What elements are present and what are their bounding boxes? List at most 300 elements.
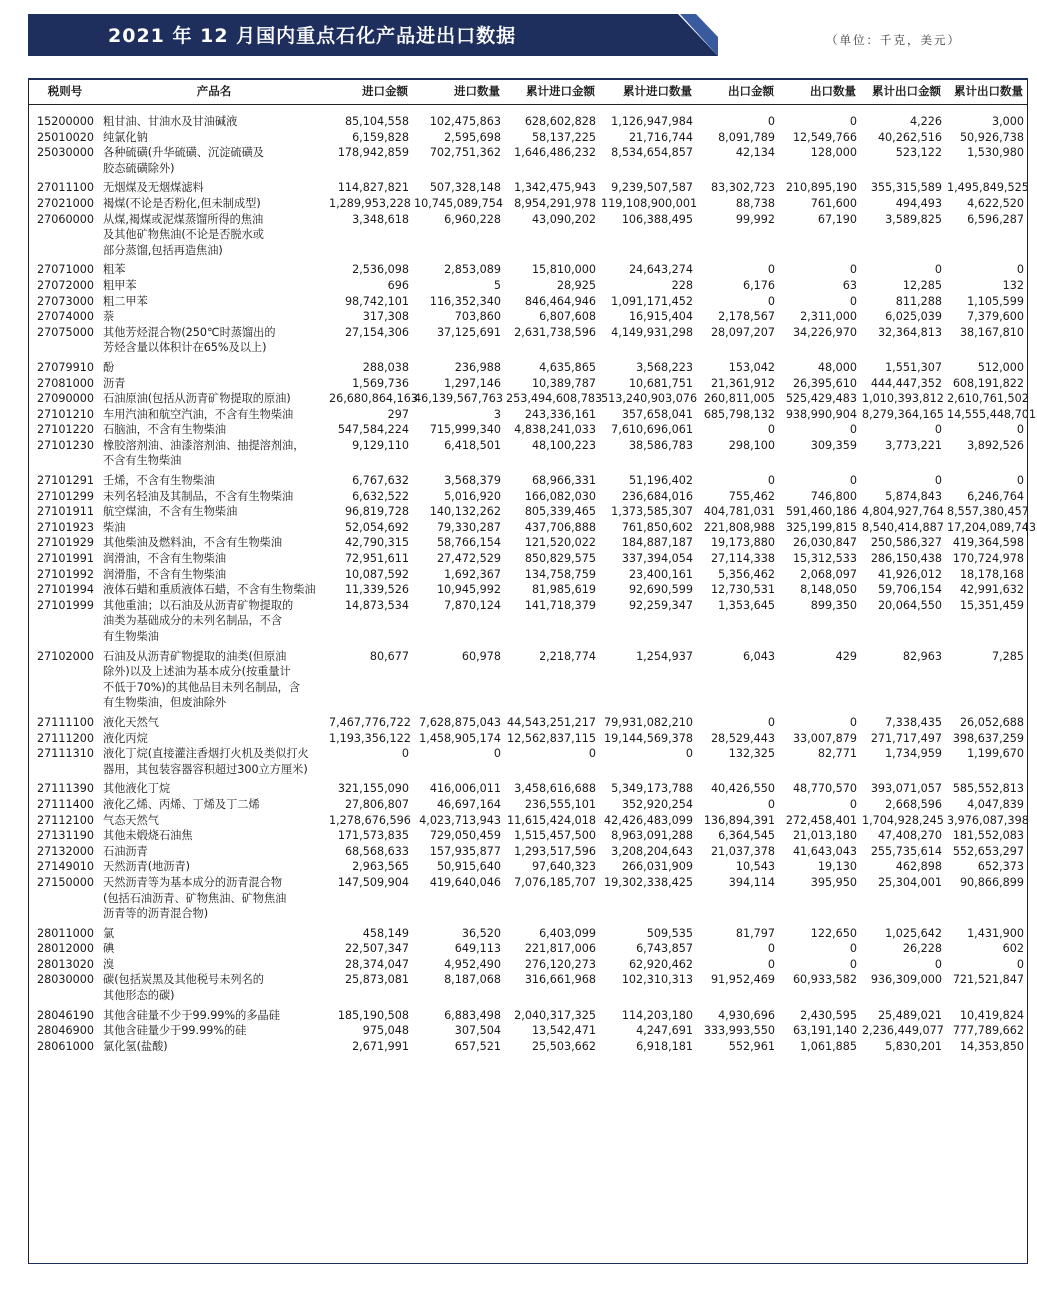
- export-value: 4,930,696: [718, 1008, 775, 1022]
- import-value: 27,806,807: [344, 797, 409, 811]
- import-qty: 1,458,905,174: [419, 731, 501, 745]
- cum-export-value: 0: [934, 957, 942, 971]
- import-value: 171,573,835: [337, 829, 409, 843]
- import-value: 96,819,728: [344, 505, 409, 519]
- product-name: 车用汽油和航空汽油，不含有生物柴油: [103, 407, 294, 421]
- cum-import-qty: 0: [685, 747, 693, 761]
- cum-import-qty: 6,918,181: [636, 1039, 693, 1053]
- export-qty: 0: [849, 957, 857, 971]
- import-qty: 157,935,877: [429, 844, 501, 858]
- export-value: 12,730,531: [710, 583, 775, 597]
- tariff-code: 27073000: [37, 294, 94, 308]
- table-row: [29, 130, 1027, 146]
- product-name: 从煤,褐煤或泥煤蒸馏所得的焦油 及其他矿物焦油(不论是否脱水或 部分蒸馏,包括再造焦油): [103, 212, 264, 257]
- table-row: [29, 262, 1027, 278]
- cum-import-value: 0: [588, 747, 596, 761]
- tariff-code: 27101999: [37, 598, 94, 612]
- table-body: [29, 105, 1036, 1055]
- cum-export-value: 25,489,021: [877, 1008, 942, 1022]
- import-qty: 0: [493, 747, 501, 761]
- export-value: 0: [767, 715, 775, 729]
- tariff-code: 27101220: [37, 423, 94, 437]
- cum-import-value: 6,807,608: [539, 310, 596, 324]
- product-name: 纯氯化钠: [103, 130, 148, 144]
- tariff-code: 27101911: [37, 505, 94, 519]
- cum-export-qty: 0: [1016, 474, 1024, 488]
- cum-export-qty: 608,191,822: [952, 376, 1024, 390]
- header-cum-export-qty: 累计出口数量: [945, 80, 1027, 105]
- cum-export-qty: 7,379,600: [967, 310, 1024, 324]
- cum-import-qty: 513,240,903,076: [601, 392, 698, 406]
- tariff-code: 27101210: [37, 407, 94, 421]
- cum-import-value: 805,339,465: [524, 505, 596, 519]
- export-qty: 2,430,595: [800, 1008, 857, 1022]
- cum-import-value: 10,389,787: [531, 376, 596, 390]
- cum-export-qty: 2,610,761,502: [947, 392, 1029, 406]
- cum-export-qty: 42,991,632: [959, 583, 1024, 597]
- product-name: 溴: [103, 957, 115, 971]
- export-value: 0: [767, 797, 775, 811]
- import-qty: 507,328,148: [429, 181, 501, 195]
- cum-import-value: 3,458,616,688: [514, 782, 596, 796]
- product-name: 其他重油；以石油及从沥青矿物提取的 油类为基础成分的未列名制品，不含 有生物柴油: [103, 598, 294, 643]
- product-name: 液化丁烷(直接灌注香烟打火机及类似打火 器用，其包装容器容积超过300立方厘米): [103, 747, 309, 776]
- import-value: 26,680,864,163: [329, 392, 418, 406]
- export-value: 10,543: [735, 860, 775, 874]
- cum-export-qty: 17,204,089,743: [947, 520, 1036, 534]
- import-value: 317,308: [362, 310, 409, 324]
- cum-import-qty: 114,203,180: [621, 1008, 693, 1022]
- cum-import-qty: 21,716,744: [628, 130, 693, 144]
- import-value: 11,339,526: [344, 583, 409, 597]
- import-qty: 116,352,340: [429, 294, 501, 308]
- cum-export-qty: 0: [1016, 263, 1024, 277]
- export-qty: 41,643,043: [792, 844, 857, 858]
- import-value: 2,963,565: [352, 860, 409, 874]
- cum-export-qty: 132: [1002, 278, 1024, 292]
- table-row: [29, 422, 1027, 438]
- cum-import-qty: 1,126,947,984: [611, 115, 693, 128]
- tariff-code: 27112100: [37, 813, 94, 827]
- tariff-code: 27071000: [37, 263, 94, 277]
- tariff-code: 28061000: [37, 1039, 94, 1053]
- cum-import-qty: 228: [671, 278, 693, 292]
- cum-export-value: 393,071,057: [870, 782, 942, 796]
- import-qty: 60,978: [461, 649, 501, 663]
- tariff-code: 27072000: [37, 278, 94, 292]
- cum-import-qty: 337,394,054: [621, 552, 693, 566]
- table-row: [29, 957, 1027, 973]
- cum-import-qty: 24,643,274: [628, 263, 693, 277]
- cum-import-value: 316,661,968: [524, 973, 596, 987]
- import-qty: 36,520: [461, 926, 501, 940]
- tariff-code: 27111100: [37, 715, 94, 729]
- table-row: [29, 1039, 1027, 1055]
- cum-import-value: 6,403,099: [539, 926, 596, 940]
- cum-export-value: 286,150,438: [870, 552, 942, 566]
- cum-export-value: 59,706,154: [877, 583, 942, 597]
- table-row: [29, 972, 1027, 1007]
- cum-export-qty: 3,976,087,398: [947, 813, 1029, 827]
- tariff-code: 27111200: [37, 731, 94, 745]
- import-value: 80,677: [369, 649, 409, 663]
- cum-export-qty: 3,000: [991, 115, 1024, 128]
- cum-export-qty: 14,555,448,701: [947, 407, 1036, 421]
- cum-import-value: 44,543,251,217: [507, 715, 596, 729]
- tariff-code: 25010020: [37, 130, 94, 144]
- cum-import-qty: 266,031,909: [621, 860, 693, 874]
- cum-export-qty: 6,596,287: [967, 212, 1024, 226]
- table-row: [29, 391, 1027, 407]
- cum-import-qty: 6,743,857: [636, 942, 693, 956]
- tariff-code: 27101299: [37, 489, 94, 503]
- export-value: 685,798,132: [703, 407, 775, 421]
- product-name: 壬烯，不含有生物柴油: [103, 474, 215, 488]
- cum-export-qty: 18,178,168: [959, 567, 1024, 581]
- import-value: 321,155,090: [337, 782, 409, 796]
- table-row: [29, 535, 1027, 551]
- product-name: 氯: [103, 926, 115, 940]
- export-value: 298,100: [728, 438, 775, 452]
- import-value: 114,827,821: [337, 181, 409, 195]
- header-product-name: 产品名: [101, 80, 327, 105]
- export-qty: 0: [849, 294, 857, 308]
- cum-import-qty: 92,259,347: [628, 598, 693, 612]
- export-value: 394,114: [728, 875, 775, 889]
- cum-export-value: 936,309,000: [870, 973, 942, 987]
- cum-export-qty: 1,495,849,525: [947, 181, 1029, 195]
- cum-export-qty: 552,653,297: [952, 844, 1024, 858]
- export-value: 0: [767, 942, 775, 956]
- import-value: 98,742,101: [344, 294, 409, 308]
- import-qty: 703,860: [454, 310, 501, 324]
- tariff-code: 27090000: [37, 392, 94, 406]
- cum-import-qty: 10,681,751: [628, 376, 693, 390]
- cum-import-value: 276,120,273: [524, 957, 596, 971]
- export-qty: 48,770,570: [792, 782, 857, 796]
- export-qty: 82,771: [817, 747, 857, 761]
- table-row: [29, 715, 1027, 731]
- cum-import-qty: 236,684,016: [621, 489, 693, 503]
- tariff-code: 27011100: [37, 181, 94, 195]
- cum-export-qty: 181,552,083: [952, 829, 1024, 843]
- product-name: 无烟煤及无烟煤滤料: [103, 181, 204, 195]
- header-cum-import-qty: 累计进口数量: [599, 80, 696, 105]
- export-value: 1,353,645: [718, 598, 775, 612]
- import-qty: 702,751,362: [429, 146, 501, 160]
- tariff-code: 27132000: [37, 844, 94, 858]
- cum-export-value: 40,262,516: [877, 130, 942, 144]
- export-value: 0: [767, 957, 775, 971]
- import-value: 0: [401, 747, 409, 761]
- export-value: 21,361,912: [710, 376, 775, 390]
- product-name: 碳(包括炭黑及其他税号未列名的 其他形态的碳): [103, 973, 264, 1003]
- export-qty: 0: [849, 423, 857, 437]
- cum-export-value: 462,898: [895, 860, 942, 874]
- cum-export-value: 523,122: [895, 146, 942, 160]
- cum-export-value: 25,304,001: [877, 875, 942, 889]
- import-value: 1,289,953,228: [329, 196, 411, 210]
- cum-import-value: 48,100,223: [531, 438, 596, 452]
- cum-import-value: 221,817,006: [524, 942, 596, 956]
- table-row: [29, 1023, 1027, 1039]
- product-name: 其他未煅烧石油焦: [103, 829, 193, 843]
- import-value: 3,348,618: [352, 212, 409, 226]
- import-value: 68,568,633: [344, 844, 409, 858]
- tariff-code: 27101291: [37, 474, 94, 488]
- export-value: 28,529,443: [710, 731, 775, 745]
- product-name: 天然沥青(地沥青): [103, 860, 191, 874]
- cum-export-qty: 14,353,850: [959, 1039, 1024, 1053]
- product-name: 柴油: [103, 520, 126, 534]
- export-value: 132,325: [728, 747, 775, 761]
- trade-data-table: [29, 80, 1036, 1054]
- table-row: [29, 797, 1027, 813]
- cum-export-qty: 26,052,688: [959, 715, 1024, 729]
- cum-export-value: 6,025,039: [885, 310, 942, 324]
- import-value: 288,038: [362, 360, 409, 374]
- table-row: [29, 196, 1027, 212]
- cum-export-qty: 721,521,847: [952, 973, 1024, 987]
- cum-import-value: 97,640,323: [531, 860, 596, 874]
- table-row: [29, 926, 1027, 942]
- tariff-code: 28012000: [37, 942, 94, 956]
- table-row: [29, 180, 1027, 196]
- export-qty: 48,000: [817, 360, 857, 374]
- export-qty: 746,800: [810, 489, 857, 503]
- product-name: 润滑脂，不含有生物柴油: [103, 567, 227, 581]
- import-qty: 50,915,640: [436, 860, 501, 874]
- import-qty: 6,960,228: [444, 212, 501, 226]
- cum-export-qty: 4,047,839: [967, 797, 1024, 811]
- export-value: 21,037,378: [710, 844, 775, 858]
- table-row: [29, 875, 1027, 926]
- import-qty: 6,418,501: [444, 438, 501, 452]
- import-value: 10,087,592: [344, 567, 409, 581]
- export-value: 404,781,031: [703, 505, 775, 519]
- cum-export-value: 811,288: [895, 294, 942, 308]
- import-qty: 140,132,262: [429, 505, 501, 519]
- product-name: 酚: [103, 360, 115, 374]
- table-row: [29, 551, 1027, 567]
- cum-export-value: 3,589,825: [885, 212, 942, 226]
- cum-export-qty: 7,285: [991, 649, 1024, 663]
- header-tariff-code: 税则号: [29, 80, 101, 105]
- cum-export-qty: 4,622,520: [967, 196, 1024, 210]
- cum-import-qty: 3,208,204,643: [611, 844, 693, 858]
- cum-import-value: 11,615,424,018: [507, 813, 596, 827]
- cum-export-value: 8,540,414,887: [862, 520, 944, 534]
- header-export-qty: 出口数量: [778, 80, 860, 105]
- cum-export-value: 444,447,352: [870, 376, 942, 390]
- export-qty: 63: [842, 278, 857, 292]
- cum-export-value: 82,963: [902, 649, 942, 663]
- cum-import-value: 15,810,000: [531, 263, 596, 277]
- product-name: 天然沥青等为基本成分的沥青混合物 (包括石油沥青、矿物焦油、矿物焦油 沥青等的沥青混合物): [103, 875, 287, 921]
- export-qty: 12,549,766: [792, 130, 857, 144]
- export-value: 2,178,567: [718, 310, 775, 324]
- import-qty: 416,006,011: [429, 782, 501, 796]
- cum-import-qty: 19,144,569,378: [604, 731, 693, 745]
- cum-import-value: 121,520,022: [524, 536, 596, 550]
- export-value: 6,364,545: [718, 829, 775, 843]
- cum-import-qty: 8,963,091,288: [611, 829, 693, 843]
- export-qty: 8,148,050: [800, 583, 857, 597]
- cum-export-value: 47,408,270: [877, 829, 942, 843]
- cum-export-value: 8,279,364,165: [862, 407, 944, 421]
- table-row: [29, 582, 1027, 598]
- cum-import-value: 236,555,101: [524, 797, 596, 811]
- export-value: 0: [767, 423, 775, 437]
- tariff-code: 28011000: [37, 926, 94, 940]
- tariff-code: 27111400: [37, 797, 94, 811]
- product-name: 萘: [103, 310, 115, 324]
- import-value: 147,509,904: [337, 875, 409, 889]
- export-qty: 525,429,483: [785, 392, 857, 406]
- cum-import-qty: 8,534,654,857: [611, 146, 693, 160]
- export-qty: 21,013,180: [792, 829, 857, 843]
- product-name: 液化天然气: [103, 715, 159, 729]
- cum-export-qty: 585,552,813: [952, 782, 1024, 796]
- tariff-code: 27131190: [37, 829, 94, 843]
- tariff-code: 28046190: [37, 1008, 94, 1022]
- import-qty: 46,139,567,763: [414, 392, 503, 406]
- cum-export-value: 5,874,843: [885, 489, 942, 503]
- table-row: [29, 731, 1027, 747]
- import-qty: 7,628,875,043: [419, 715, 501, 729]
- cum-import-value: 1,342,475,943: [514, 181, 596, 195]
- export-value: 0: [767, 263, 775, 277]
- tariff-code: 27101230: [37, 438, 94, 452]
- import-value: 1,278,676,596: [329, 813, 411, 827]
- cum-export-qty: 419,364,598: [952, 536, 1024, 550]
- cum-import-value: 628,602,828: [524, 115, 596, 128]
- export-qty: 2,311,000: [800, 310, 857, 324]
- product-name: 其他含硅量少于99.99%的硅: [103, 1024, 247, 1038]
- cum-import-qty: 3,568,223: [636, 360, 693, 374]
- table-row: [29, 438, 1027, 473]
- tariff-code: 27060000: [37, 212, 94, 226]
- cum-import-value: 2,218,774: [539, 649, 596, 663]
- cum-import-value: 8,954,291,978: [514, 196, 596, 210]
- tariff-code: 27101992: [37, 567, 94, 581]
- import-qty: 10,945,992: [436, 583, 501, 597]
- export-value: 5,356,462: [718, 567, 775, 581]
- cum-export-value: 5,830,201: [885, 1039, 942, 1053]
- cum-export-qty: 90,866,899: [959, 875, 1024, 889]
- import-value: 6,767,632: [352, 474, 409, 488]
- export-qty: 0: [849, 474, 857, 488]
- cum-import-value: 4,635,865: [539, 360, 596, 374]
- import-qty: 10,745,089,754: [414, 196, 503, 210]
- product-name: 润滑油，不含有生物柴油: [103, 552, 227, 566]
- cum-export-value: 1,704,928,245: [862, 813, 944, 827]
- cum-export-value: 3,773,221: [885, 438, 942, 452]
- cum-export-value: 494,493: [895, 196, 942, 210]
- export-value: 755,462: [728, 489, 775, 503]
- product-name: 未列名轻油及其制品，不含有生物柴油: [103, 489, 294, 503]
- cum-import-qty: 119,108,900,001: [601, 196, 698, 210]
- product-name: 各种硫磺(升华硫磺、沉淀硫磺及 胶态硫磺除外): [103, 146, 264, 175]
- tariff-code: 25030000: [37, 146, 94, 160]
- import-value: 297: [387, 407, 409, 421]
- cum-import-value: 2,040,317,325: [514, 1008, 596, 1022]
- table-row: [29, 598, 1027, 649]
- cum-import-qty: 761,850,602: [621, 520, 693, 534]
- export-value: 81,797: [735, 926, 775, 940]
- cum-export-qty: 652,373: [977, 860, 1024, 874]
- export-qty: 26,030,847: [792, 536, 857, 550]
- export-value: 83,302,723: [710, 181, 775, 195]
- tariff-code: 28030000: [37, 973, 94, 987]
- import-qty: 27,472,529: [436, 552, 501, 566]
- cum-export-qty: 1,105,599: [967, 294, 1024, 308]
- product-name: 其他芳烃混合物(250℃时蒸馏出的 芳烃含量以体积计在65%及以上): [103, 325, 276, 355]
- export-qty: 128,000: [810, 146, 857, 160]
- cum-import-value: 437,706,888: [524, 520, 596, 534]
- product-name: 其他液化丁烷: [103, 782, 171, 796]
- table-row: [29, 278, 1027, 294]
- cum-import-value: 850,829,575: [524, 552, 596, 566]
- export-qty: 938,990,904: [785, 407, 857, 421]
- cum-export-value: 2,236,449,077: [862, 1024, 944, 1038]
- export-qty: 899,350: [810, 598, 857, 612]
- cum-export-qty: 1,431,900: [967, 926, 1024, 940]
- export-value: 88,738: [735, 196, 775, 210]
- tariff-code: 27101929: [37, 536, 94, 550]
- import-value: 28,374,047: [344, 957, 409, 971]
- cum-export-value: 1,010,393,812: [862, 392, 944, 406]
- cum-export-value: 4,804,927,764: [862, 505, 944, 519]
- tariff-code: 27021000: [37, 196, 94, 210]
- cum-import-value: 1,515,457,500: [514, 829, 596, 843]
- import-qty: 715,999,340: [429, 423, 501, 437]
- import-qty: 1,692,367: [444, 567, 501, 581]
- table-row: [29, 828, 1027, 844]
- cum-import-value: 134,758,759: [524, 567, 596, 581]
- export-qty: 395,950: [810, 875, 857, 889]
- cum-import-value: 243,336,161: [524, 407, 596, 421]
- import-value: 42,790,315: [344, 536, 409, 550]
- import-qty: 3,568,379: [444, 474, 501, 488]
- export-qty: 0: [849, 115, 857, 128]
- export-qty: 60,933,582: [792, 973, 857, 987]
- tariff-code: 27111390: [37, 782, 94, 796]
- export-qty: 19,130: [817, 860, 857, 874]
- product-name: 粗甘油、甘油水及甘油碱液: [103, 115, 238, 128]
- product-name: 橡胶溶剂油、油漆溶剂油、抽提溶剂油， 不含有生物柴油: [103, 438, 305, 468]
- export-qty: 63,191,140: [792, 1024, 857, 1038]
- export-value: 91,952,469: [710, 973, 775, 987]
- import-qty: 7,870,124: [444, 598, 501, 612]
- cum-import-value: 4,838,241,033: [514, 423, 596, 437]
- export-value: 8,091,789: [718, 130, 775, 144]
- export-value: 333,993,550: [703, 1024, 775, 1038]
- table-row: [29, 649, 1027, 715]
- table-row: [29, 859, 1027, 875]
- cum-export-value: 32,364,813: [877, 325, 942, 339]
- table-row: [29, 145, 1027, 180]
- cum-export-qty: 15,351,459: [959, 598, 1024, 612]
- tariff-code: 27101923: [37, 520, 94, 534]
- cum-export-value: 250,586,327: [870, 536, 942, 550]
- import-value: 1,193,356,122: [329, 731, 411, 745]
- cum-import-value: 68,966,331: [531, 474, 596, 488]
- cum-import-qty: 1,254,937: [636, 649, 693, 663]
- cum-import-qty: 16,915,404: [628, 310, 693, 324]
- cum-import-qty: 62,920,462: [628, 957, 693, 971]
- cum-import-qty: 509,535: [646, 926, 693, 940]
